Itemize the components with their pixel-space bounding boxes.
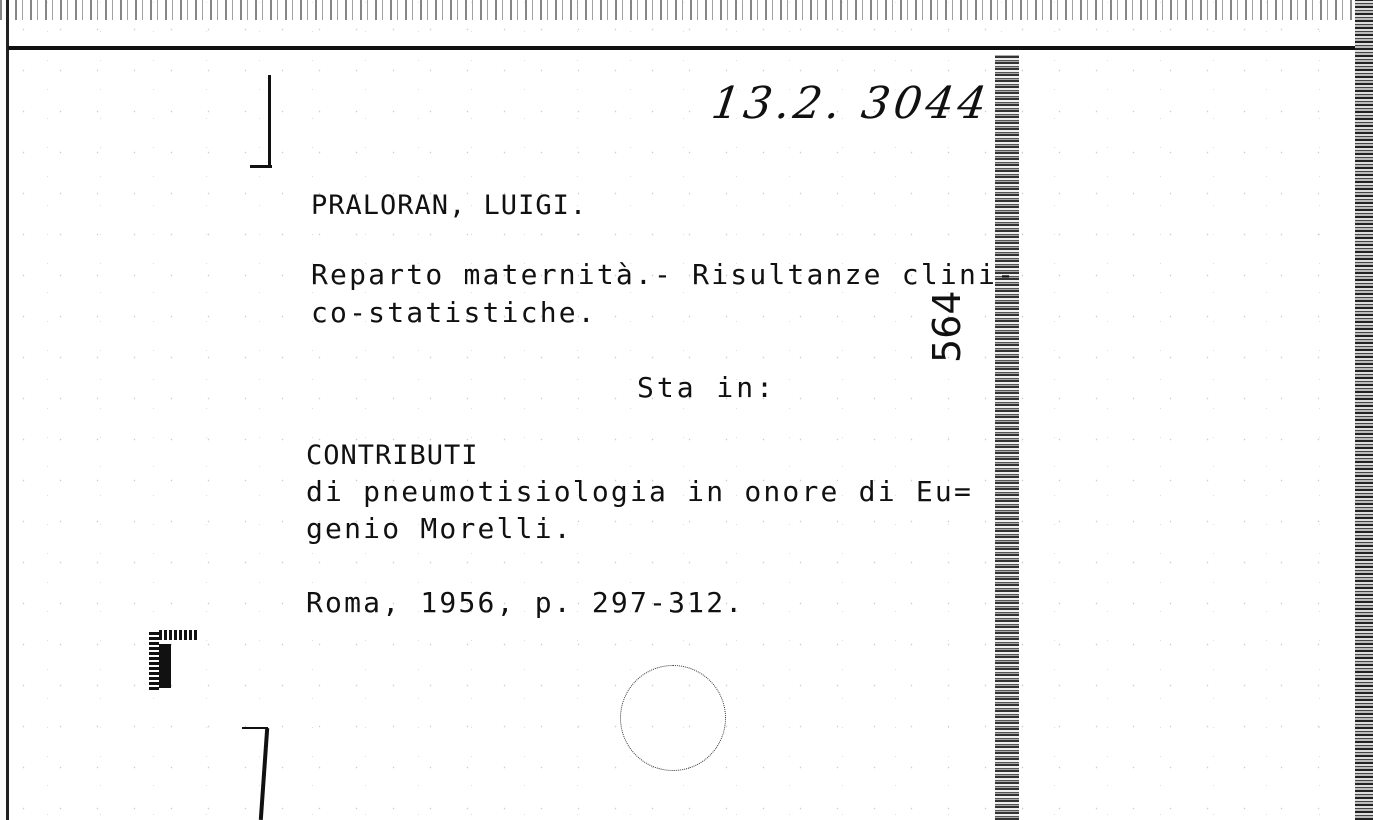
card-right-margin-line [995, 55, 1019, 820]
author-heading: PRALORAN, LUIGI. [311, 190, 588, 221]
corner-bracket-top [268, 75, 271, 167]
scan-right-edge [1355, 0, 1373, 820]
sta-in-label: Sta in: [637, 371, 777, 404]
corner-bracket-top-foot [250, 165, 272, 168]
title-line-2: co-statistiche. [311, 296, 597, 329]
title-line-1: Reparto maternità.- Risultanze clini- [311, 258, 1017, 291]
handwritten-shelfmark: 13.2. 3044 [708, 78, 994, 129]
card-top-edge [8, 46, 1356, 50]
library-stamp-mark [149, 630, 197, 690]
scan-top-strip [0, 0, 1373, 20]
punch-hole [620, 665, 726, 771]
collection-subtitle-line-1: di pneumotisiologia in onore di Eu= [306, 475, 974, 508]
card-left-edge [6, 0, 9, 820]
accession-number: 564 [925, 290, 969, 363]
collection-subtitle-line-2: genio Morelli. [306, 512, 573, 545]
imprint-line: Roma, 1956, p. 297-312. [306, 586, 745, 619]
collection-title: CONTRIBUTI [306, 440, 479, 471]
